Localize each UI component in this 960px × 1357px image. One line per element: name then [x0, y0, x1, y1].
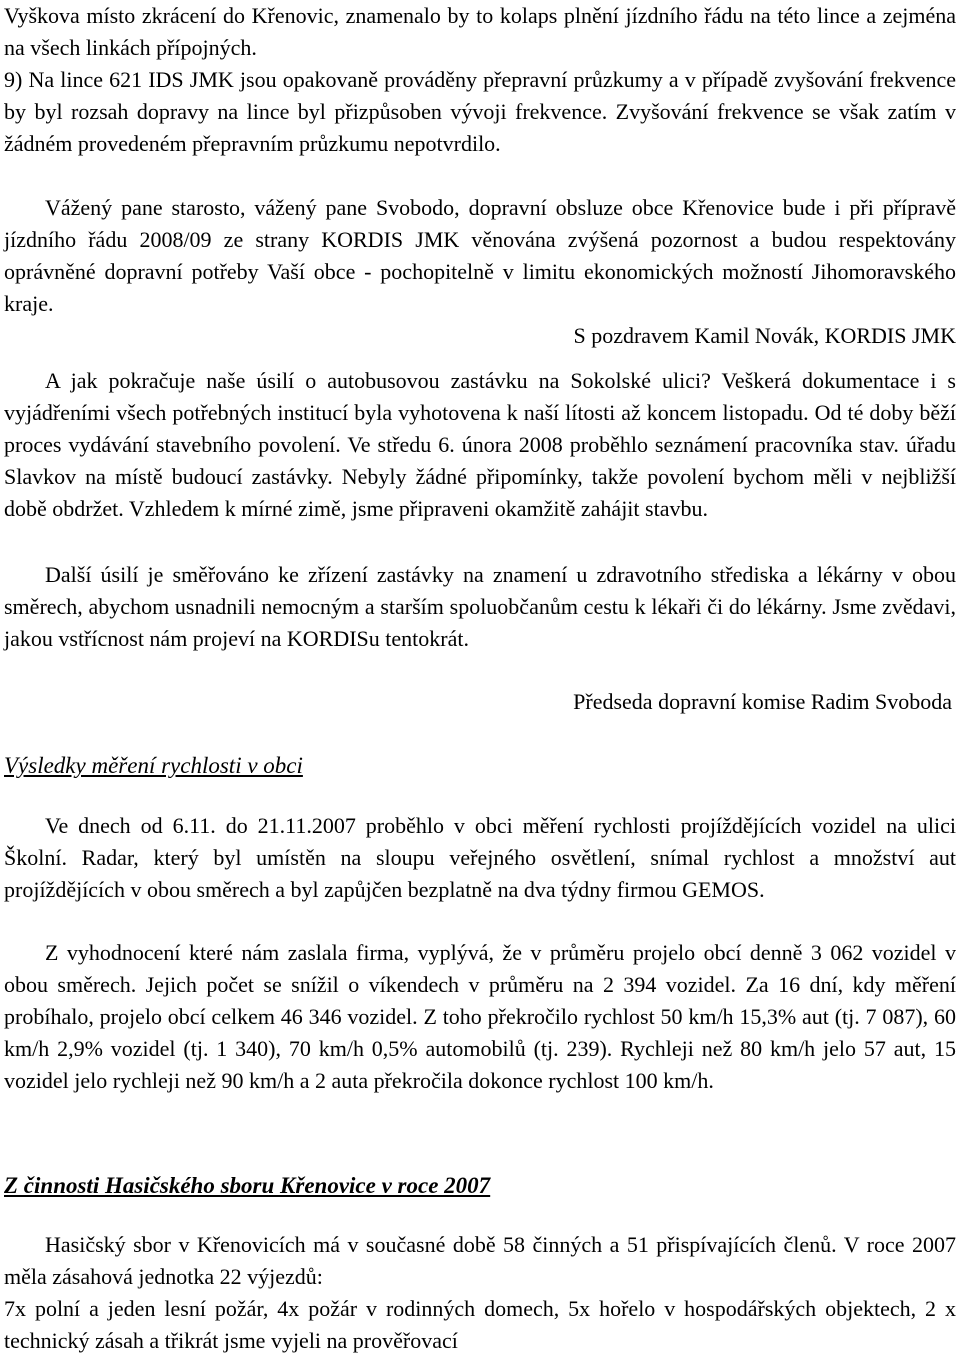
paragraph-fire-brigade-interventions: 7x polní a jeden lesní požár, 4x požár v rodinných domech, 5x hořelo v hospodářských objektech, 2 x technický zásah a třikrát jsme vyjeli na prověřovací [4, 1296, 956, 1353]
signature-transport-committee: Předseda dopravní komise Radim Svoboda [573, 689, 952, 714]
paragraph-line-621-surveys: 9) Na lince 621 IDS JMK jsou opakovaně prováděny přepravní průzkumy a v případě zvyšování frekvence by byl rozsah dopravy na lince byl přizpůsoben vývoji frekvence. Zvyšování frekvence se však zatím v žádném provedeném přepravním průzkumu nepotvrdilo. [4, 67, 956, 156]
paragraph-speed-measurement: Ve dnech od 6.11. do 21.11.2007 proběhlo v obci měření rychlosti projíždějících vozidel na ulici Školní. Radar, který byl umístěn na sloupu veřejného osvětlení, snímal rychlost a množství aut projíždějících v obou směrech a byl zapůjčen bezplatně na dva týdny firmou GEMOS. [4, 813, 956, 902]
paragraph-speed-results: Z vyhodnocení které nám zaslala firma, vyplývá, že v průměru projelo obcí denně 3 062 vozidel v obou směrech. Jejich počet se snížil o víkendech v průměru na 2 394 vozidel. Za 16 dní, kdy měření probíhalo, projelo obcí celkem 46 346 vozidel. Z toho překročilo rychlost 50 km/h 15,3% aut (tj. 7 087), 60 km/h 2,9% vozidel (tj. 1 340), 70 km/h 0,5% automobilů (tj. 239). Rychleji než 80 km/h jelo 57 aut, 15 vozidel jelo rychleji než 90 km/h a 2 auta překročila dokonce rychlost 100 km/h. [4, 940, 956, 1093]
heading-fire-brigade: Z činnosti Hasičského sboru Křenovice v roce 2007 [4, 1173, 491, 1198]
heading-speed-measurement: Výsledky měření rychlosti v obci [4, 753, 303, 778]
paragraph-bus-stop-sokolska: A jak pokračuje naše úsilí o autobusovou zastávku na Sokolské ulici? Veškerá dokumentace i s vyjádřeními všech potřebných institucí byla vyhotovena k naší lítosti až koncem listopadu. Od té doby běží proces vydávání stavebního povolení. Ve středu 6. února 2008 proběhlo seznámení pracovníka stav. úřadu Slavkov na místě budoucí zastávky. Nebyly žádné připomínky, takže povolení bychom měli v nejbližší době obdržet. Vzhledem k mírné zimě, jsme připraveni okamžitě zahájit stavbu. [4, 368, 956, 521]
paragraph-bus-line-continuation: Vyškova místo zkrácení do Křenovic, znamenalo by to kolaps plnění jízdního řádu na této lince a zejména na všech linkách přípojných. [4, 3, 956, 60]
paragraph-letter-to-mayor: Vážený pane starosto, vážený pane Svobodo, dopravní obsluze obce Křenovice bude i při přípravě jízdního řádu 2008/09 ze strany KORDIS JMK věnována zvýšená pozornost a budou respektovány oprávněné dopravní potřeby Vaší obce - pochopitelně v limitu ekonomických možností Jihomoravského kraje. [4, 195, 956, 316]
paragraph-fire-brigade-members: Hasičský sbor v Křenovicích má v současné době 58 činných a 51 přispívajících členů. V roce 2007 měla zásahová jednotka 22 výjezdů: [4, 1232, 956, 1289]
paragraph-stop-health-center: Další úsilí je směřováno ke zřízení zastávky na znamení u zdravotního střediska a lékárny v obou směrech, abychom usnadnili nemocným a starším spoluobčanům cestu k lékaři či do lékárny. Jsme zvědavi, jakou vstřícnost nám projeví na KORDISu tentokrát. [4, 562, 956, 651]
signature-kordis: S pozdravem Kamil Novák, KORDIS JMK [573, 323, 956, 348]
